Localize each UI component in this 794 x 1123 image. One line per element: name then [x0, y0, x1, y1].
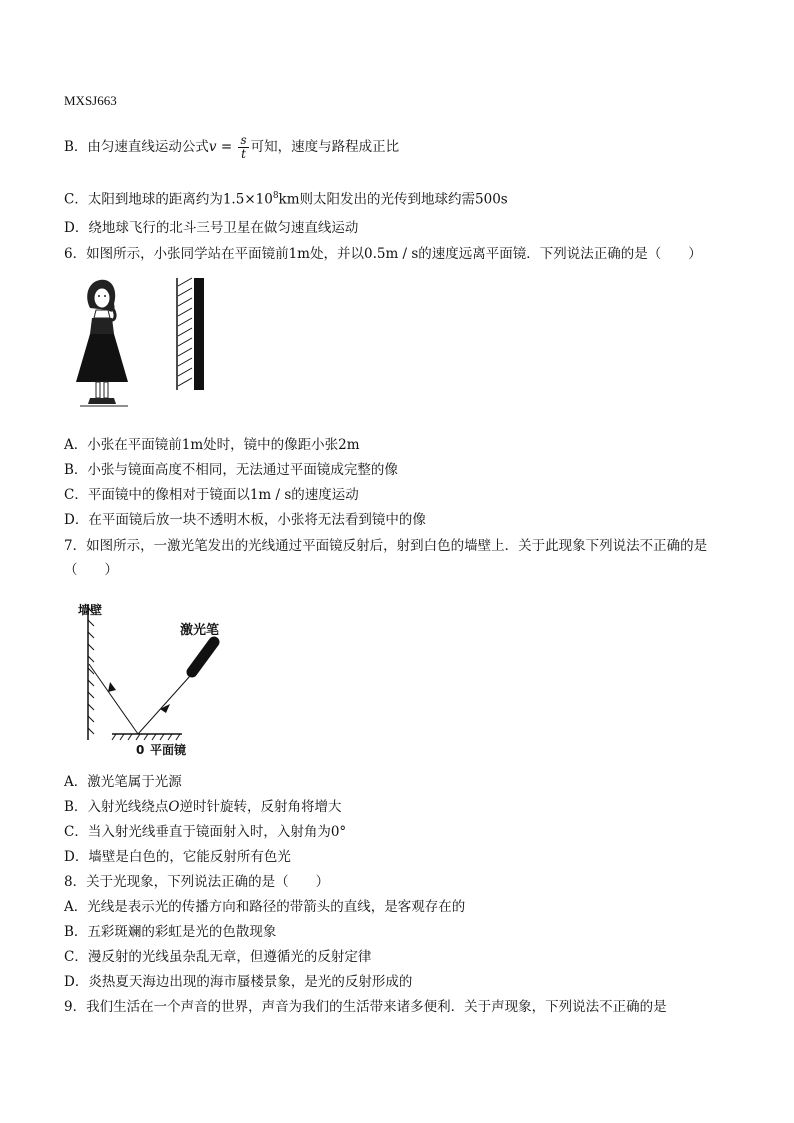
q5-option-c: C．太阳到地球的距离约为$1.5\times 10^8km$则太阳发出的光传到地球约需500s [64, 191, 508, 208]
q5-option-d: D．绕地球飞行的北斗三号卫星在做匀速直线运动 [64, 220, 359, 236]
incident-ray [138, 676, 190, 734]
q6-stem: 6．如图所示，小张同学站在平面镜前1m处，并以0.5m / s的速度远离平面镜．下列说法正确的是（ ） [64, 246, 702, 262]
q7-stem: 7．如图所示，一激光笔发出的光线通过平面镜反射后，射到白色的墙壁上．关于此现象下列说法不正确的是 [64, 538, 708, 554]
q7-option-c: C．当入射光线垂直于镜面射入时，入射角为0° [64, 824, 347, 840]
q6-figure-girl-mirror [72, 274, 212, 416]
laser-label: 激光笔 [180, 623, 220, 638]
q7-figure-laser-reflection [72, 594, 252, 762]
q8-option-a: A．光线是表示光的传播方向和路径的带箭头的直线，是客观存在的 [64, 899, 466, 915]
fraction-s-over-t: $\frac{s}{t}$ [240, 133, 247, 161]
document-code: MXSJ663 [64, 93, 117, 108]
q6-option-b: B．小张与镜面高度不相同，无法通过平面镜成完整的像 [64, 462, 398, 478]
girl-illustration [76, 280, 128, 406]
q8-stem: 8．关于光现象，下列说法正确的是（ ） [64, 874, 330, 890]
wall-label: 墙壁 [78, 603, 103, 617]
laser-pen-icon [180, 622, 219, 672]
q8-option-b: B．五彩斑斓的彩虹是光的色散现象 [64, 924, 277, 940]
q5-option-b: B．由匀速直线运动公式v = $\frac{s}{t}$ 可知，速度与路程成正比 [64, 133, 400, 161]
point-o-label: 0 [136, 743, 145, 757]
q6-option-d: D．在平面镜后放一块不透明木板，小张将无法看到镜中的像 [64, 512, 426, 528]
q9-stem: 9．我们生活在一个声音的世界，声音为我们的生活带来诸多便利．关于声现象，下列说法不正确的是 [64, 999, 667, 1015]
q7-stem-paren: （ ） [64, 562, 118, 578]
q7-option-b: B．入射光线绕点O逆时针旋转，反射角将增大 [64, 799, 342, 815]
mirror-surface [112, 734, 186, 757]
mirror-label: 平面镜 [150, 743, 187, 757]
plane-mirror [177, 278, 204, 390]
q7-option-d: D．墙壁是白色的，它能反射所有色光 [64, 849, 291, 865]
q6-option-a: A．小张在平面镜前1m处时，镜中的像距小张2m [64, 437, 360, 453]
q7-option-a: A．激光笔属于光源 [64, 774, 182, 790]
q8-option-c: C．漫反射的光线虽杂乱无章，但遵循光的反射定律 [64, 949, 372, 965]
reflected-ray [89, 664, 138, 734]
wall [78, 602, 102, 740]
q6-option-c: C．平面镜中的像相对于镜面以1m / s的速度运动 [64, 487, 359, 503]
q8-option-d: D．炎热夏天海边出现的海市蜃楼景象，是光的反射形成的 [64, 974, 413, 990]
